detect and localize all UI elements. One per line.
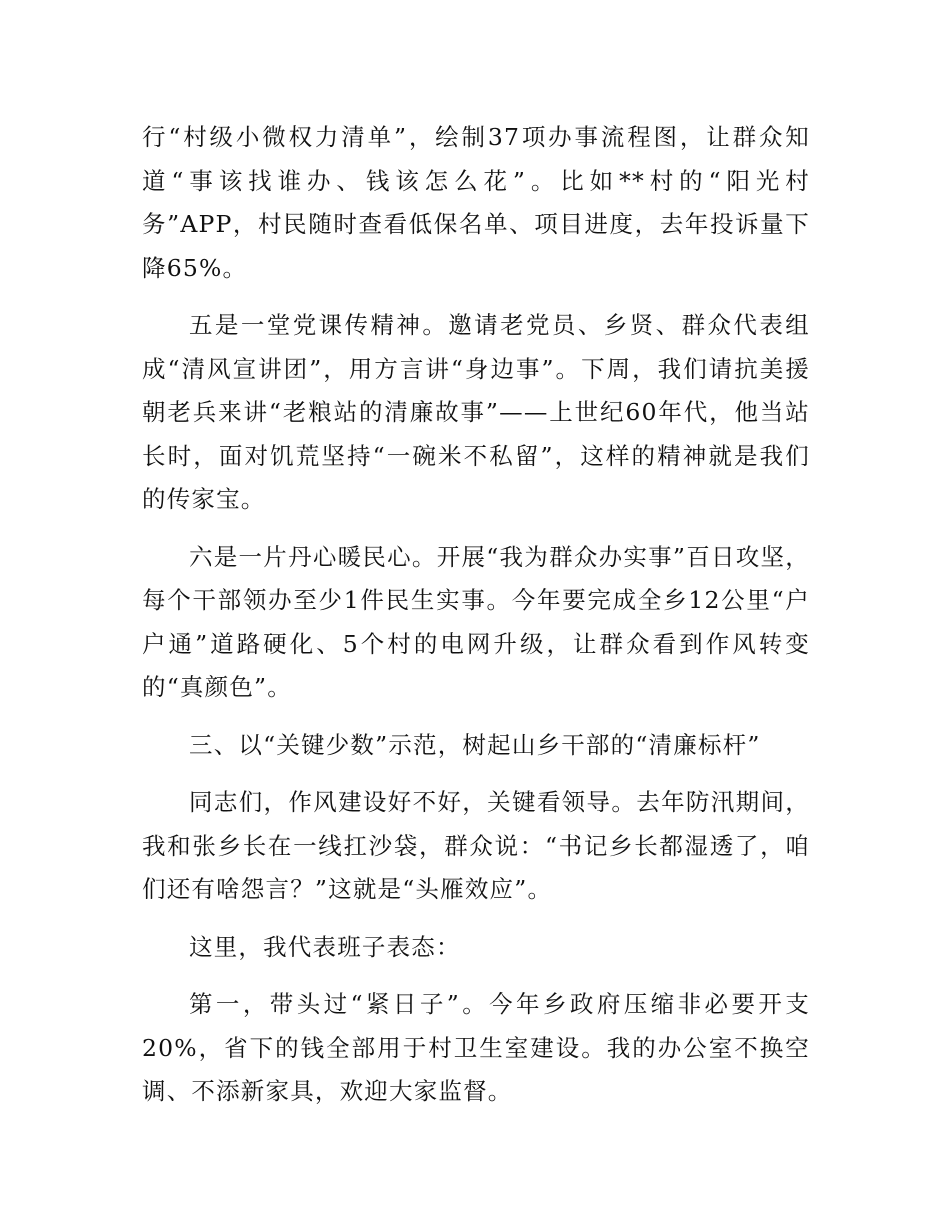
paragraph-point-six: 六是一片丹心暖民心。开展“我为群众办实事”百日攻坚，每个干部领办至少1件民生实事。今年要完成全乡12公里“户户通”道路硬化、5个村的电网升级，让群众看到作风转变的“真颜色”。 — [142, 542, 810, 701]
paragraph-spacer — [142, 912, 810, 926]
paragraph-spacer — [142, 522, 810, 536]
paragraph-leadership: 同志们，作风建设好不好，关键看领导。去年防汛期间，我和张乡长在一线扛沙袋，群众说：“书记乡长都湿透了，咱们还有啥怨言？”这就是“头雁效应”。 — [142, 788, 810, 903]
paragraph-spacer — [142, 290, 810, 304]
paragraph-continuation: 行“村级小微权力清单”，绘制37项办事流程图，让群众知道“事该找谁办、钱该怎么花”。比如**村的“阳光村务”APP，村民随时查看低保名单、项目进度，去年投诉量下降65%。 — [142, 123, 810, 282]
paragraph-spacer — [142, 969, 810, 983]
paragraph-spacer — [142, 710, 810, 724]
paragraph-statement-intro: 这里，我代表班子表态： — [189, 932, 461, 961]
paragraph-pledge-one: 第一，带头过“紧日子”。今年乡政府压缩非必要开支20%，省下的钱全部用于村卫生室建设。我的办公室不换空调、不添新家具，欢迎大家监督。 — [142, 990, 810, 1105]
paragraph-point-five: 五是一堂党课传精神。邀请老党员、乡贤、群众代表组成“清风宣讲团”，用方言讲“身边事”。下周，我们请抗美援朝老兵来讲“老粮站的清廉故事”——上世纪60年代，他当站长时，面对饥荒坚持“一碗米不私留”，这样的精神就是我们的传家宝。 — [142, 311, 810, 513]
document-body — [142, 116, 810, 1114]
section-heading-three: 三、以“关键少数”示范，树起山乡干部的“清廉标杆” — [189, 730, 761, 759]
paragraph-spacer — [142, 767, 810, 781]
